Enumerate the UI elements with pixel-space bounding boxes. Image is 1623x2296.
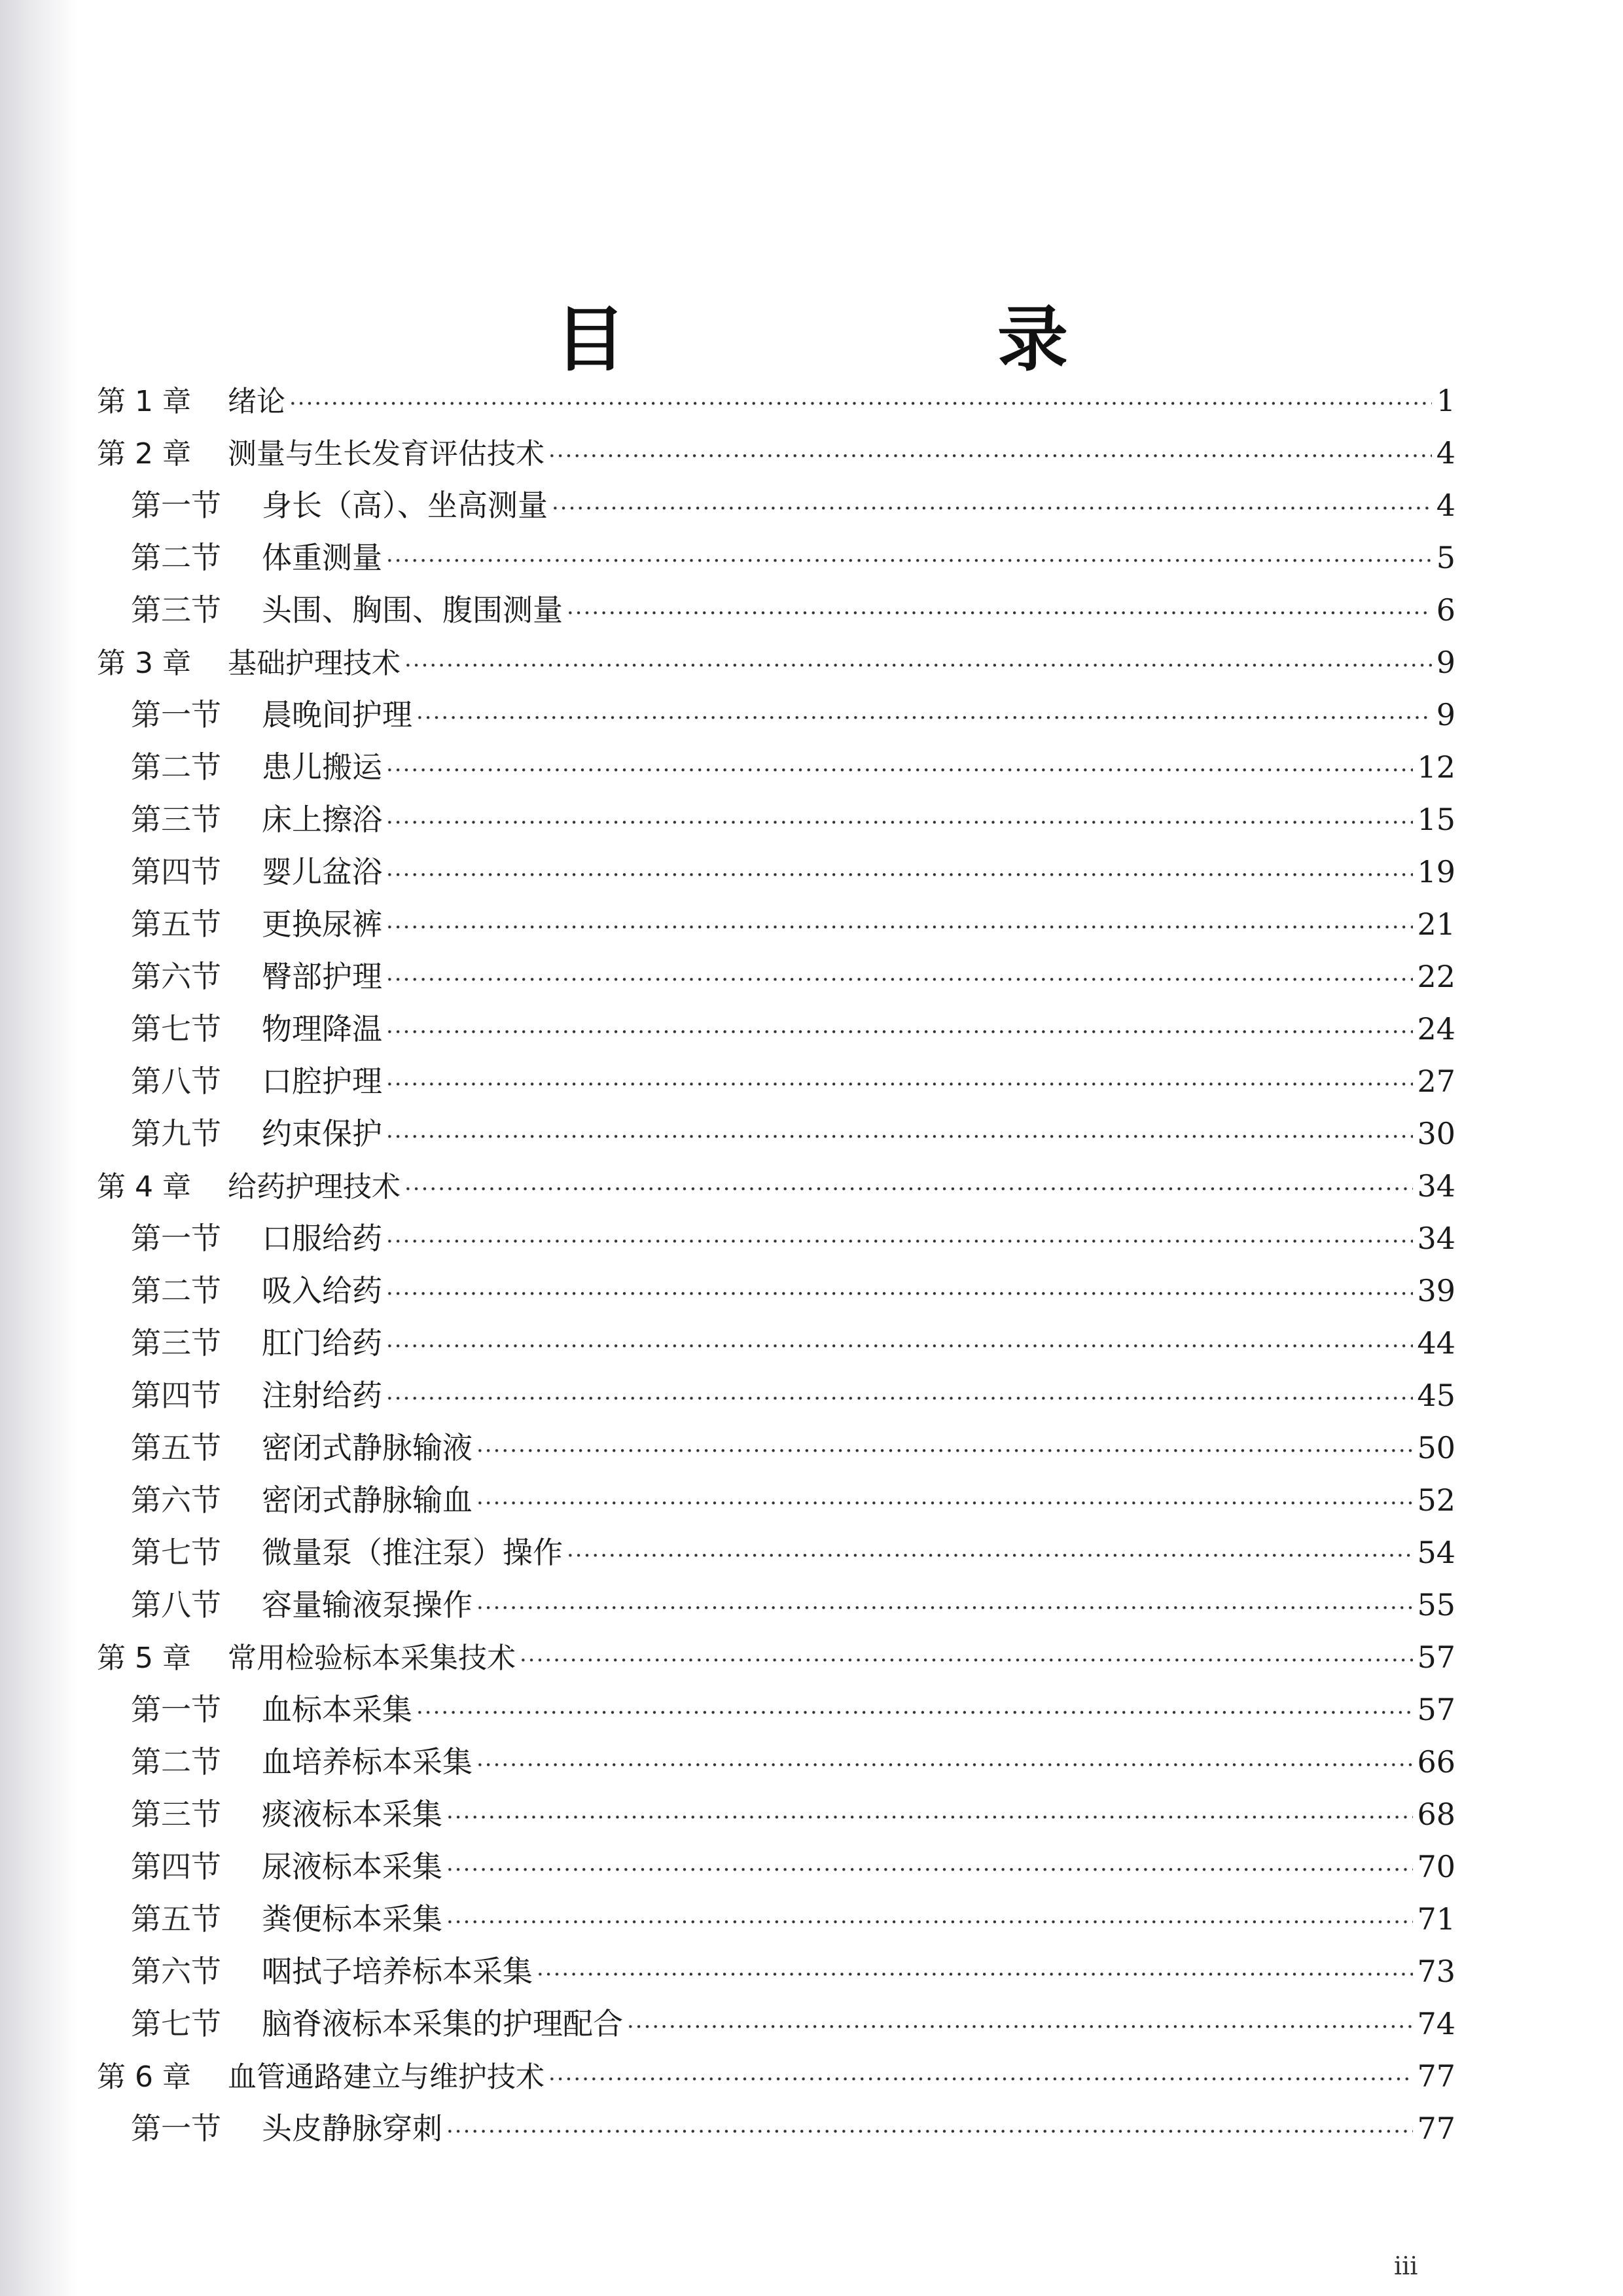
dot-leader bbox=[552, 482, 1432, 535]
toc-section-entry bbox=[97, 1003, 1455, 1055]
section-title: 口腔护理 bbox=[262, 1064, 382, 1099]
section-number: 第三节 bbox=[131, 1325, 221, 1361]
dot-leader bbox=[386, 901, 1413, 954]
chapter-number: 第 5 章 bbox=[97, 1641, 191, 1675]
dot-leader bbox=[386, 1058, 1413, 1111]
toc-section-entry bbox=[97, 1526, 1455, 1579]
page-reference: 9 bbox=[1436, 645, 1455, 680]
section-title: 咽拭子培养标本采集 bbox=[262, 1954, 533, 1989]
toc-section-entry bbox=[97, 1265, 1455, 1317]
section-title: 床上擦浴 bbox=[262, 802, 382, 837]
page-reference: 12 bbox=[1417, 749, 1455, 785]
chapter-number: 第 2 章 bbox=[97, 437, 191, 471]
section-title: 更换尿裤 bbox=[262, 906, 382, 942]
section-title: 密闭式静脉输液 bbox=[262, 1430, 473, 1465]
section-title: 容量输液泵操作 bbox=[262, 1587, 473, 1623]
section-number: 第七节 bbox=[131, 1535, 221, 1570]
toc-chapter-entry bbox=[97, 2050, 1455, 2102]
chapter-title: 常用检验标本采集技术 bbox=[228, 1641, 516, 1675]
section-number: 第六节 bbox=[131, 1954, 221, 1989]
chapter-title: 测量与生长发育评估技术 bbox=[228, 437, 544, 471]
page-title: 目 录 bbox=[554, 299, 1219, 382]
toc-section-entry bbox=[97, 689, 1455, 741]
section-number: 第八节 bbox=[131, 1587, 221, 1623]
chapter-number: 第 4 章 bbox=[97, 1170, 191, 1204]
section-title: 密闭式静脉输血 bbox=[262, 1482, 473, 1518]
table-of-contents bbox=[97, 374, 1455, 2155]
toc-section-entry bbox=[97, 531, 1455, 584]
section-title: 注射给药 bbox=[262, 1378, 382, 1413]
toc-section-entry bbox=[97, 1788, 1455, 1840]
section-number: 第一节 bbox=[131, 2111, 221, 2146]
toc-section-entry bbox=[97, 1317, 1455, 1369]
dot-leader bbox=[446, 1791, 1413, 1844]
toc-section-entry bbox=[97, 1474, 1455, 1526]
toc-chapter-entry bbox=[97, 1160, 1455, 1212]
section-title: 身长（高）、坐高测量 bbox=[262, 488, 548, 523]
toc-section-entry bbox=[97, 846, 1455, 898]
dot-leader bbox=[386, 849, 1413, 901]
section-number: 第四节 bbox=[131, 854, 221, 889]
toc-section-entry bbox=[97, 950, 1455, 1003]
dot-leader bbox=[476, 1739, 1413, 1791]
page-reference: 54 bbox=[1417, 1535, 1455, 1570]
toc-section-entry bbox=[97, 1998, 1455, 2050]
page-reference: 73 bbox=[1417, 1954, 1455, 1989]
section-title: 口服给药 bbox=[262, 1221, 382, 1256]
dot-leader bbox=[416, 1687, 1413, 1739]
section-number: 第三节 bbox=[131, 802, 221, 837]
page-reference: 55 bbox=[1417, 1587, 1455, 1623]
section-number: 第三节 bbox=[131, 1797, 221, 1832]
dot-leader bbox=[548, 430, 1432, 482]
page-reference: 30 bbox=[1417, 1116, 1455, 1151]
section-number: 第五节 bbox=[131, 906, 221, 942]
section-title: 尿液标本采集 bbox=[262, 1849, 442, 1884]
toc-section-entry bbox=[97, 1579, 1455, 1631]
section-title: 吸入给药 bbox=[262, 1273, 382, 1308]
section-number: 第六节 bbox=[131, 1482, 221, 1518]
page-reference: 45 bbox=[1417, 1378, 1455, 1413]
page-reference: 74 bbox=[1417, 2006, 1455, 2041]
dot-leader bbox=[386, 1006, 1413, 1058]
section-number: 第五节 bbox=[131, 1430, 221, 1465]
chapter-number: 第 1 章 bbox=[97, 385, 191, 418]
toc-section-entry bbox=[97, 479, 1455, 531]
page-reference: 34 bbox=[1417, 1168, 1455, 1204]
section-number: 第一节 bbox=[131, 1692, 221, 1727]
dot-leader bbox=[386, 1372, 1413, 1425]
dot-leader bbox=[476, 1477, 1413, 1530]
toc-section-entry bbox=[97, 2102, 1455, 2155]
toc-section-entry bbox=[97, 898, 1455, 950]
section-number: 第七节 bbox=[131, 1011, 221, 1047]
toc-section-entry bbox=[97, 584, 1455, 636]
dot-leader bbox=[567, 1530, 1413, 1582]
section-number: 第九节 bbox=[131, 1116, 221, 1151]
dot-leader bbox=[386, 1268, 1413, 1320]
chapter-title: 给药护理技术 bbox=[228, 1170, 401, 1204]
page-reference: 66 bbox=[1417, 1744, 1455, 1780]
toc-section-entry bbox=[97, 741, 1455, 793]
section-number: 第二节 bbox=[131, 540, 221, 575]
dot-leader bbox=[567, 587, 1432, 639]
dot-leader bbox=[386, 535, 1432, 587]
page-reference: 6 bbox=[1436, 592, 1455, 628]
section-title: 血培养标本采集 bbox=[262, 1744, 473, 1780]
dot-leader bbox=[289, 378, 1432, 430]
page-number: iii bbox=[1394, 2251, 1418, 2280]
page-reference: 71 bbox=[1417, 1901, 1455, 1937]
section-title: 微量泵（推注泵）操作 bbox=[262, 1535, 563, 1570]
toc-chapter-entry bbox=[97, 636, 1455, 689]
dot-leader bbox=[476, 1425, 1413, 1477]
page-reference: 4 bbox=[1436, 435, 1455, 471]
page-reference: 68 bbox=[1417, 1797, 1455, 1832]
section-title: 头围、胸围、腹围测量 bbox=[262, 592, 563, 628]
section-number: 第四节 bbox=[131, 1849, 221, 1884]
section-title: 婴儿盆浴 bbox=[262, 854, 382, 889]
dot-leader bbox=[548, 2053, 1413, 2106]
page-reference: 57 bbox=[1417, 1692, 1455, 1727]
section-title: 臀部护理 bbox=[262, 959, 382, 994]
page-reference: 57 bbox=[1417, 1640, 1455, 1675]
dot-leader bbox=[386, 744, 1413, 797]
section-number: 第四节 bbox=[131, 1378, 221, 1413]
dot-leader bbox=[627, 2001, 1413, 2053]
section-number: 第一节 bbox=[131, 697, 221, 732]
page-reference: 27 bbox=[1417, 1064, 1455, 1099]
section-title: 脑脊液标本采集的护理配合 bbox=[262, 2006, 623, 2041]
section-number: 第五节 bbox=[131, 1901, 221, 1937]
toc-section-entry bbox=[97, 1840, 1455, 1893]
page-reference: 4 bbox=[1436, 488, 1455, 523]
section-title: 体重测量 bbox=[262, 540, 382, 575]
section-title: 物理降温 bbox=[262, 1011, 382, 1047]
page-reference: 1 bbox=[1436, 383, 1455, 418]
toc-section-entry bbox=[97, 1893, 1455, 1945]
page-reference: 50 bbox=[1417, 1430, 1455, 1465]
section-title: 头皮静脉穿刺 bbox=[262, 2111, 442, 2146]
page-reference: 39 bbox=[1417, 1273, 1455, 1308]
section-number: 第三节 bbox=[131, 592, 221, 628]
dot-leader bbox=[446, 1896, 1413, 1948]
toc-section-entry bbox=[97, 793, 1455, 846]
toc-section-entry bbox=[97, 1055, 1455, 1107]
section-title: 约束保护 bbox=[262, 1116, 382, 1151]
toc-section-entry bbox=[97, 1945, 1455, 1998]
section-number: 第二节 bbox=[131, 1744, 221, 1780]
section-title: 晨晚间护理 bbox=[262, 697, 412, 732]
section-number: 第二节 bbox=[131, 749, 221, 785]
section-number: 第一节 bbox=[131, 1221, 221, 1256]
section-number: 第一节 bbox=[131, 488, 221, 523]
dot-leader bbox=[404, 1163, 1413, 1215]
page-reference: 52 bbox=[1417, 1482, 1455, 1518]
page-reference: 34 bbox=[1417, 1221, 1455, 1256]
toc-chapter-entry bbox=[97, 374, 1455, 427]
page-reference: 77 bbox=[1417, 2058, 1455, 2094]
dot-leader bbox=[386, 1320, 1413, 1372]
dot-leader bbox=[386, 1215, 1413, 1268]
dot-leader bbox=[386, 797, 1413, 849]
dot-leader bbox=[537, 1948, 1413, 2001]
dot-leader bbox=[476, 1582, 1413, 1634]
page-reference: 44 bbox=[1417, 1325, 1455, 1361]
dot-leader bbox=[446, 2106, 1413, 2158]
chapter-title: 血管通路建立与维护技术 bbox=[228, 2060, 544, 2094]
page-reference: 19 bbox=[1417, 854, 1455, 889]
chapter-number: 第 3 章 bbox=[97, 647, 191, 680]
section-number: 第七节 bbox=[131, 2006, 221, 2041]
toc-section-entry bbox=[97, 1422, 1455, 1474]
toc-section-entry bbox=[97, 1683, 1455, 1736]
toc-chapter-entry bbox=[97, 1631, 1455, 1683]
section-number: 第二节 bbox=[131, 1273, 221, 1308]
toc-section-entry bbox=[97, 1212, 1455, 1265]
toc-section-entry bbox=[97, 1369, 1455, 1422]
dot-leader bbox=[386, 1111, 1413, 1163]
section-title: 患儿搬运 bbox=[262, 749, 382, 785]
dot-leader bbox=[446, 1844, 1413, 1896]
dot-leader bbox=[386, 954, 1413, 1006]
toc-section-entry bbox=[97, 1107, 1455, 1160]
page-reference: 70 bbox=[1417, 1849, 1455, 1884]
dot-leader bbox=[520, 1634, 1413, 1687]
dot-leader bbox=[404, 639, 1432, 692]
page-reference: 22 bbox=[1417, 959, 1455, 994]
dot-leader bbox=[416, 692, 1432, 744]
section-number: 第八节 bbox=[131, 1064, 221, 1099]
page-reference: 5 bbox=[1436, 540, 1455, 575]
toc-section-entry bbox=[97, 1736, 1455, 1788]
page-reference: 24 bbox=[1417, 1011, 1455, 1047]
section-title: 粪便标本采集 bbox=[262, 1901, 442, 1937]
toc-chapter-entry bbox=[97, 427, 1455, 479]
page-reference: 77 bbox=[1417, 2111, 1455, 2146]
chapter-title: 基础护理技术 bbox=[228, 647, 401, 680]
section-title: 肛门给药 bbox=[262, 1325, 382, 1361]
page-reference: 9 bbox=[1436, 697, 1455, 732]
section-title: 血标本采集 bbox=[262, 1692, 412, 1727]
chapter-number: 第 6 章 bbox=[97, 2060, 191, 2094]
chapter-title: 绪论 bbox=[228, 385, 285, 418]
page-reference: 21 bbox=[1417, 906, 1455, 942]
section-number: 第六节 bbox=[131, 959, 221, 994]
section-title: 痰液标本采集 bbox=[262, 1797, 442, 1832]
page-reference: 15 bbox=[1417, 802, 1455, 837]
